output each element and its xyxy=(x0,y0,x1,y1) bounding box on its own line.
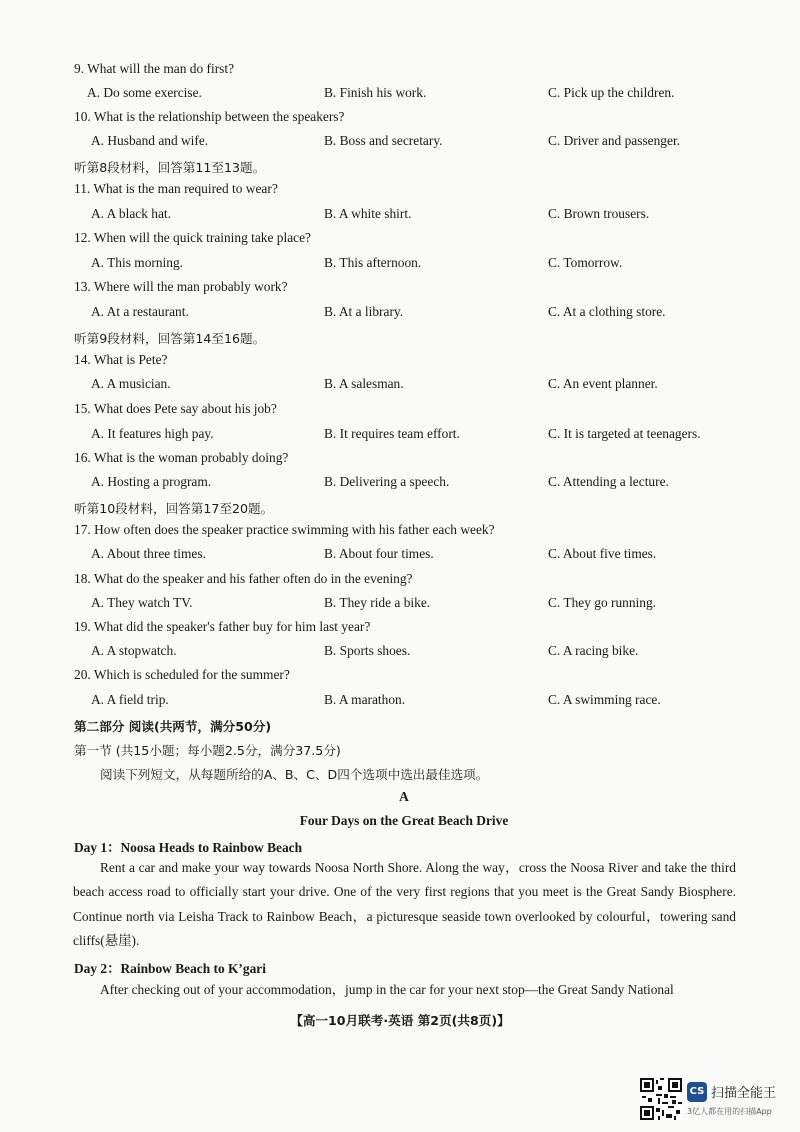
section-1-heading: 第一节 (共15小题；每小题2.5分，满分37.5分) xyxy=(74,743,341,758)
camscanner-logo-icon: CS xyxy=(687,1082,707,1102)
qr-code-icon xyxy=(640,1078,682,1120)
question-17: 17. How often does the speaker practice swimming with his father each week? xyxy=(74,522,495,537)
question-14: 14. What is Pete? xyxy=(74,352,168,367)
q18-option-a: A. They watch TV. xyxy=(91,595,193,610)
q20-option-c: C. A swimming race. xyxy=(548,692,661,707)
q9-option-b: B. Finish his work. xyxy=(324,85,427,100)
day-2-heading: Day 2：Rainbow Beach to K’gari xyxy=(74,961,266,976)
day-1-heading: Day 1：Noosa Heads to Rainbow Beach xyxy=(74,840,303,855)
q19-option-c: C. A racing bike. xyxy=(548,643,639,658)
camscanner-tagline: 3亿人都在用的扫描App xyxy=(687,1107,772,1116)
question-18: 18. What do the speaker and his father often do in the evening? xyxy=(74,571,413,586)
q12-option-a: A. This morning. xyxy=(91,255,184,270)
q20-option-a: A. A field trip. xyxy=(91,692,169,707)
q15-option-c: C. It is targeted at teenagers. xyxy=(548,426,701,441)
q12-option-b: B. This afternoon. xyxy=(324,255,422,270)
q17-option-b: B. About four times. xyxy=(324,546,434,561)
camscanner-name: 扫描全能王 xyxy=(711,1086,777,1101)
question-19: 19. What did the speaker's father buy for him last year? xyxy=(74,619,371,634)
question-15: 15. What does Pete say about his job? xyxy=(74,401,277,416)
passage-letter: A xyxy=(399,789,409,804)
page-footer: 【高一10月联考·英语 第2页(共8页)】 xyxy=(290,1013,510,1028)
q19-option-b: B. Sports shoes. xyxy=(324,643,411,658)
q13-option-b: B. At a library. xyxy=(324,304,404,319)
q9-option-c: C. Pick up the children. xyxy=(548,85,675,100)
q12-option-c: C. Tomorrow. xyxy=(548,255,623,270)
q11-option-c: C. Brown trousers. xyxy=(548,206,650,221)
q16-option-c: C. Attending a lecture. xyxy=(548,474,669,489)
question-16: 16. What is the woman probably doing? xyxy=(74,450,289,465)
question-12: 12. When will the quick training take place? xyxy=(74,230,311,245)
question-11: 11. What is the man required to wear? xyxy=(74,181,278,196)
question-9: 9. What will the man do first? xyxy=(74,61,235,76)
question-13: 13. Where will the man probably work? xyxy=(74,279,288,294)
q20-option-b: B. A marathon. xyxy=(324,692,406,707)
q18-option-c: C. They go running. xyxy=(548,595,656,610)
q13-option-a: A. At a restaurant. xyxy=(91,304,189,319)
q19-option-a: A. A stopwatch. xyxy=(91,643,177,658)
passage-title: Four Days on the Great Beach Drive xyxy=(299,813,509,828)
q16-option-a: A. Hosting a program. xyxy=(91,474,212,489)
material-9-instruction: 听第9段材料，回答第14至16题。 xyxy=(74,331,266,346)
q13-option-c: C. At a clothing store. xyxy=(548,304,666,319)
q18-option-b: B. They ride a bike. xyxy=(324,595,431,610)
q17-option-a: A. About three times. xyxy=(91,546,206,561)
q17-option-c: C. About five times. xyxy=(548,546,657,561)
q11-option-b: B. A white shirt. xyxy=(324,206,412,221)
q16-option-b: B. Delivering a speech. xyxy=(324,474,450,489)
q14-option-a: A. A musician. xyxy=(91,376,171,391)
reading-directions: 阅读下列短文，从每题所给的A、B、C、D四个选项中选出最佳选项。 xyxy=(100,767,489,782)
material-8-instruction: 听第8段材料，回答第11至13题。 xyxy=(74,160,266,175)
q14-option-c: C. An event planner. xyxy=(548,376,658,391)
q10-option-a: A. Husband and wife. xyxy=(91,133,209,148)
part-2-heading: 第二部分 阅读(共两节，满分50分) xyxy=(74,719,272,734)
q15-option-b: B. It requires team effort. xyxy=(324,426,460,441)
day-2-paragraph: After checking out of your accommodation，jump in the car for your next stop—the Great Sandy National xyxy=(100,982,674,997)
q10-option-b: B. Boss and secretary. xyxy=(324,133,443,148)
question-20: 20. Which is scheduled for the summer? xyxy=(74,667,290,682)
q15-option-a: A. It features high pay. xyxy=(91,426,214,441)
question-10: 10. What is the relationship between the speakers? xyxy=(74,109,345,124)
q14-option-b: B. A salesman. xyxy=(324,376,404,391)
q9-option-a: A. Do some exercise. xyxy=(87,85,202,100)
q11-option-a: A. A black hat. xyxy=(91,206,171,221)
day-1-paragraph: Rent a car and make your way towards Noosa North Shore. Along the way，cross the Noosa River and take the third beach access road to officially start your drive. One of the very first regions that you meet is the Great Sandy Biosphere. Continue north via Leisha Track to Rainbow Beach，a picturesque seaside town overlooked by colourful，towering sand cliffs(悬崖). xyxy=(73,860,736,949)
material-10-instruction: 听第10段材料，回答第17至20题。 xyxy=(74,501,274,516)
q10-option-c: C. Driver and passenger. xyxy=(548,133,681,148)
